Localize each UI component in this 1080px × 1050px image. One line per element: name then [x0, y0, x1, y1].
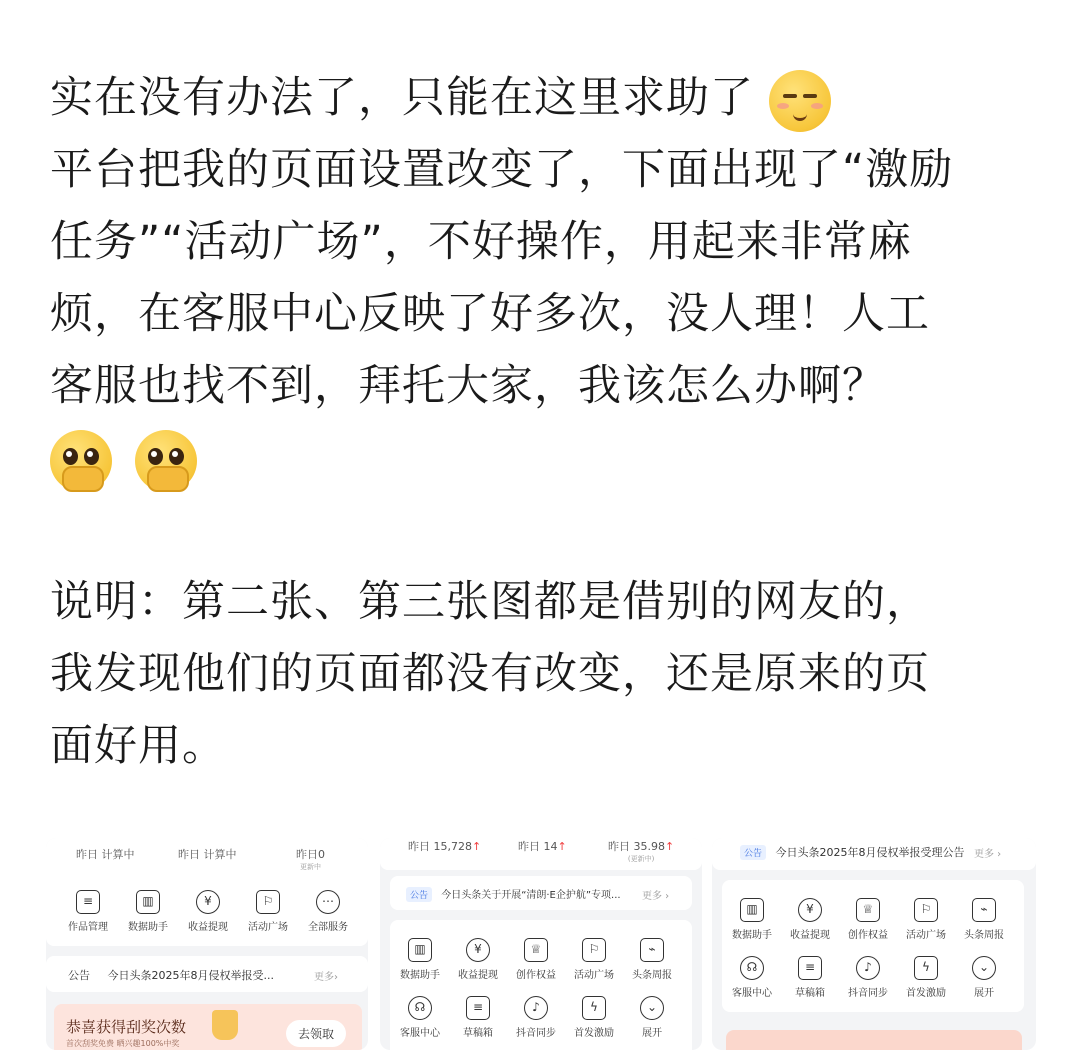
emoji-eye	[169, 448, 184, 465]
service-weekly-report[interactable]	[954, 898, 1014, 941]
service-label: 数据助手	[732, 930, 772, 941]
crown-icon: ♕	[856, 898, 880, 922]
service-drafts[interactable]	[780, 956, 840, 999]
stat-value: 昨日 15,728	[408, 840, 472, 853]
emoji-mouth	[793, 112, 807, 121]
service-data-assistant[interactable]	[722, 898, 782, 941]
service-earnings-withdraw[interactable]	[448, 938, 508, 981]
stat-yesterday: 昨日 计算中	[76, 848, 135, 861]
service-label: 收益提现	[188, 922, 228, 933]
service-label: 全部服务	[308, 922, 348, 933]
notice-bar[interactable]	[712, 838, 1036, 870]
crown-icon: ♕	[524, 938, 548, 962]
trophy-icon	[212, 1010, 238, 1040]
bar-chart-icon: ▥	[136, 890, 160, 914]
headset-icon: ☊	[740, 956, 764, 980]
post-body-line: 烦，在客服中心反映了好多次，没人理！人工	[50, 289, 930, 339]
emoji-hands	[147, 466, 189, 492]
service-activity-square[interactable]	[238, 890, 298, 933]
flag-icon: ⚐	[256, 890, 280, 914]
service-first-publish-incentive[interactable]	[564, 996, 624, 1039]
stat-yesterday	[296, 846, 325, 872]
notice-more-link[interactable]: 更多 ›	[974, 849, 1002, 860]
service-label: 展开	[974, 988, 994, 999]
service-label: 草稿箱	[463, 1028, 493, 1039]
emoji-blush	[811, 103, 823, 109]
service-label: 收益提现	[790, 930, 830, 941]
notice-text: 今日头条关于开展“清朗·E企护航”专项...	[441, 890, 621, 901]
service-label: 展开	[642, 1028, 662, 1039]
post-note-line: 面好用。	[50, 721, 226, 771]
post-body	[50, 62, 1040, 782]
screenshot-gallery	[46, 838, 1036, 1050]
service-label: 头条周报	[632, 970, 672, 981]
emoji-eye	[803, 94, 817, 98]
service-activity-square[interactable]	[564, 938, 624, 981]
service-label: 首发激励	[574, 1028, 614, 1039]
yen-icon: ¥	[798, 898, 822, 922]
tiktok-icon: ♪	[524, 996, 548, 1020]
emoji-hands	[62, 466, 104, 492]
flag-icon: ⚐	[914, 898, 938, 922]
service-douyin-sync[interactable]	[838, 956, 898, 999]
chevron-down-icon: ⌄	[640, 996, 664, 1020]
promo-banner-partial[interactable]	[726, 1030, 1022, 1050]
notice-text: 今日头条2025年8月侵权举报受...	[107, 969, 274, 982]
service-customer-center[interactable]	[390, 996, 450, 1039]
stats-and-services-card	[46, 838, 368, 946]
stat-updating: (更新中)	[627, 855, 655, 863]
notice-bar[interactable]	[46, 956, 368, 992]
emoji-eye	[783, 94, 797, 98]
service-first-publish-incentive[interactable]	[896, 956, 956, 999]
stat-value: 昨日 35.98	[608, 840, 665, 853]
notice-text: 今日头条2025年8月侵权举报受理公告	[775, 846, 965, 859]
service-weekly-report[interactable]	[622, 938, 682, 981]
service-works-management[interactable]	[58, 890, 118, 933]
promo-title: 恭喜获得刮奖次数	[66, 1018, 187, 1036]
stat-yesterday: 昨日 计算中	[178, 848, 237, 861]
service-label: 数据助手	[400, 970, 440, 981]
claim-button[interactable]: 去领取	[286, 1020, 346, 1047]
service-drafts[interactable]	[448, 996, 508, 1039]
service-earnings-withdraw[interactable]	[780, 898, 840, 941]
yen-icon: ¥	[196, 890, 220, 914]
stat-yesterday	[608, 838, 674, 864]
service-customer-center[interactable]	[722, 956, 782, 999]
screenshot-1[interactable]	[46, 838, 368, 1050]
service-expand[interactable]	[954, 956, 1014, 999]
service-creator-rights[interactable]	[506, 938, 566, 981]
service-label: 客服中心	[400, 1028, 440, 1039]
stat-value: 昨日0	[296, 848, 325, 861]
notice-tag: 公告	[740, 845, 766, 860]
tiktok-icon: ♪	[856, 956, 880, 980]
post-title-text: 实在没有办法了，只能在这里求助了	[50, 73, 754, 123]
stat-yesterday	[518, 838, 567, 854]
services-card	[722, 880, 1024, 1012]
promo-subtitle: 首次刮奖免费 晒兴趣100%中奖	[66, 1039, 180, 1048]
up-arrow-icon: ↑	[472, 840, 482, 853]
service-label: 抖音同步	[516, 1028, 556, 1039]
file-icon: ≡	[76, 890, 100, 914]
service-label: 活动广场	[574, 970, 614, 981]
report-icon: ⌁	[640, 938, 664, 962]
notice-more-link[interactable]: 更多 ›	[642, 891, 670, 902]
post-note-line: 说明：第二张、第三张图都是借别的网友的，	[50, 577, 930, 627]
draft-icon: ≡	[798, 956, 822, 980]
post-note-line: 我发现他们的页面都没有改变，还是原来的页	[50, 649, 930, 699]
notice-row	[740, 844, 965, 860]
stats-card	[380, 838, 702, 870]
services-card	[390, 920, 692, 1050]
report-icon: ⌁	[972, 898, 996, 922]
service-creator-rights[interactable]	[838, 898, 898, 941]
lightning-icon: ϟ	[582, 996, 606, 1020]
service-label: 创作权益	[516, 970, 556, 981]
lightning-icon: ϟ	[914, 956, 938, 980]
scratch-promo-banner[interactable]	[54, 1004, 362, 1050]
holding-back-tears-emoji	[50, 430, 112, 492]
post-body-line: 平台把我的页面设置改变了，下面出现了“激励	[50, 145, 954, 195]
service-douyin-sync[interactable]	[506, 996, 566, 1039]
notice-tag: 公告	[406, 887, 432, 902]
draft-icon: ≡	[466, 996, 490, 1020]
bar-chart-icon: ▥	[408, 938, 432, 962]
yen-icon: ¥	[466, 938, 490, 962]
service-label: 活动广场	[906, 930, 946, 941]
stat-yesterday	[408, 838, 481, 854]
stat-value: 昨日 14	[518, 840, 558, 853]
service-label: 创作权益	[848, 930, 888, 941]
service-label: 头条周报	[964, 930, 1004, 941]
emoji-line	[50, 422, 1040, 494]
service-expand[interactable]	[622, 996, 682, 1039]
service-label: 数据助手	[128, 922, 168, 933]
emoji-eye	[63, 448, 78, 465]
service-label: 作品管理	[68, 922, 108, 933]
post-title-line	[50, 62, 1040, 134]
up-arrow-icon: ↑	[665, 840, 675, 853]
notice-row	[68, 967, 274, 983]
service-all-services[interactable]	[298, 890, 358, 933]
holding-back-tears-emoji	[135, 430, 197, 492]
post-body-line: 客服也找不到，拜托大家，我该怎么办啊？	[50, 361, 886, 411]
service-earnings-withdraw[interactable]	[178, 890, 238, 933]
post-body-line: 任务”“活动广场”，不好操作，用起来非常麻	[50, 217, 912, 267]
chevron-down-icon: ⌄	[972, 956, 996, 980]
more-icon: ⋯	[316, 890, 340, 914]
headset-icon: ☊	[408, 996, 432, 1020]
service-label: 抖音同步	[848, 988, 888, 999]
service-label: 活动广场	[248, 922, 288, 933]
bar-chart-icon: ▥	[740, 898, 764, 922]
emoji-blush	[777, 103, 789, 109]
service-data-assistant[interactable]	[390, 938, 450, 981]
service-label: 草稿箱	[795, 988, 825, 999]
notice-more-link[interactable]: 更多›	[314, 972, 338, 983]
emoji-eye	[148, 448, 163, 465]
service-activity-square[interactable]	[896, 898, 956, 941]
service-label: 客服中心	[732, 988, 772, 999]
notice-row	[406, 886, 621, 902]
up-arrow-icon: ↑	[557, 840, 567, 853]
relieved-face-emoji	[769, 70, 831, 132]
flag-icon: ⚐	[582, 938, 606, 962]
service-label: 收益提现	[458, 970, 498, 981]
service-label: 首发激励	[906, 988, 946, 999]
notice-bar[interactable]	[390, 876, 692, 910]
notice-tag: 公告	[68, 969, 90, 982]
screenshot-3[interactable]	[712, 838, 1036, 1050]
service-data-assistant[interactable]	[118, 890, 178, 933]
screenshot-2[interactable]	[380, 838, 702, 1050]
emoji-eye	[84, 448, 99, 465]
stat-updating: 更新中	[300, 863, 321, 871]
